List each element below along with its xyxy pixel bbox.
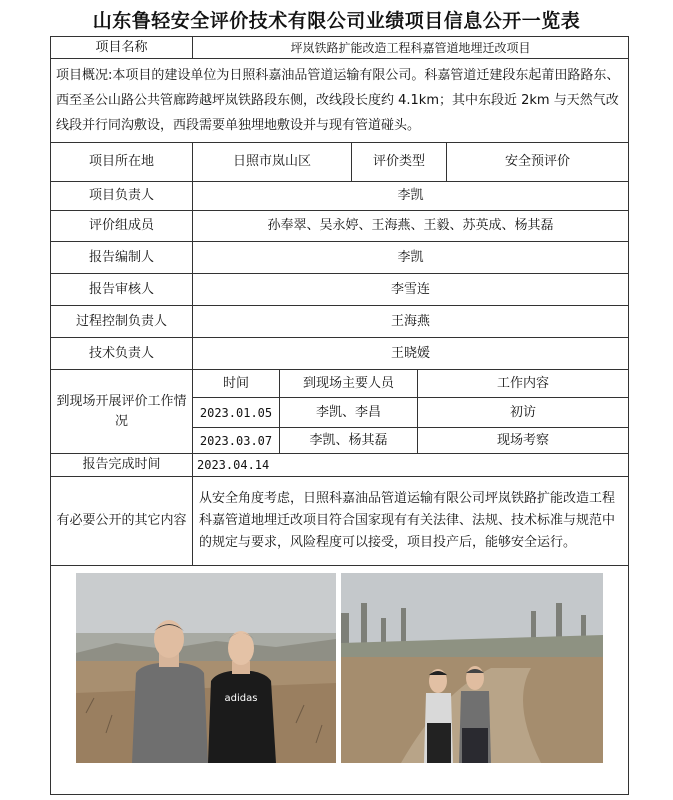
author-label: 报告编制人 — [51, 242, 193, 274]
site-header-content: 工作内容 — [418, 370, 629, 398]
reviewer-value: 李雪连 — [193, 274, 629, 306]
other-label: 有必要公开的其它内容 — [51, 477, 193, 566]
info-table — [50, 36, 629, 795]
leader-label: 项目负责人 — [51, 182, 193, 211]
location-label: 项目所在地 — [51, 143, 193, 182]
completion-label: 报告完成时间 — [51, 454, 193, 477]
author-value: 李凯 — [193, 242, 629, 274]
project-name-label: 项目名称 — [51, 37, 193, 59]
process-control-label: 过程控制负责人 — [51, 306, 193, 338]
site-photo-1 — [76, 573, 336, 763]
site-row-date: 2023.03.07 — [193, 428, 280, 454]
site-header-time: 时间 — [193, 370, 280, 398]
photos-cell — [51, 566, 629, 795]
site-row-date: 2023.01.05 — [193, 398, 280, 428]
location-value: 日照市岚山区 — [193, 143, 352, 182]
project-name-value: 坪岚铁路扩能改造工程科嘉管道地埋迁改项目 — [193, 37, 629, 59]
reviewer-label: 报告审核人 — [51, 274, 193, 306]
project-overview: 项目概况:本项目的建设单位为日照科嘉油品管道运输有限公司。科嘉管道迁建段东起莆田路路东、西至圣公山路公共管廊跨越坪岚铁路段东侧，改线段长度约 4.1km；其中东段近 2km 与天然气改线段并行同沟敷设，西段需要单独埋地敷设并与现有管道碰头。 — [51, 59, 629, 143]
site-row-people: 李凯、杨其磊 — [280, 428, 418, 454]
tech-lead-value: 王晓媛 — [193, 338, 629, 370]
process-control-value: 王海燕 — [193, 306, 629, 338]
eval-type-label: 评价类型 — [352, 143, 447, 182]
members-value: 孙奉翠、吴永婷、王海燕、王毅、苏英成、杨其磊 — [193, 211, 629, 242]
shirt-logo-text: adidas — [224, 693, 258, 704]
eval-type-value: 安全预评价 — [447, 143, 629, 182]
completion-value: 2023.04.14 — [193, 454, 629, 477]
tech-lead-label: 技术负责人 — [51, 338, 193, 370]
site-work-label: 到现场开展评价工作情况 — [51, 370, 193, 454]
site-photo-2 — [341, 573, 603, 763]
leader-value: 李凯 — [193, 182, 629, 211]
site-row-content: 现场考察 — [418, 428, 629, 454]
other-value: 从安全角度考虑，日照科嘉油品管道运输有限公司坪岚铁路扩能改造工程科嘉管道地埋迁改项目符合国家现有有关法律、法规、技术标准与规范中的规定与要求，风险程度可以接受，项目投产后，能够安全运行。 — [193, 477, 629, 566]
members-label: 评价组成员 — [51, 211, 193, 242]
site-header-people: 到现场主要人员 — [280, 370, 418, 398]
page-title: 山东鲁轻安全评价技术有限公司业绩项目信息公开一览表 — [92, 10, 581, 32]
site-row-people: 李凯、李昌 — [280, 398, 418, 428]
site-row-content: 初访 — [418, 398, 629, 428]
